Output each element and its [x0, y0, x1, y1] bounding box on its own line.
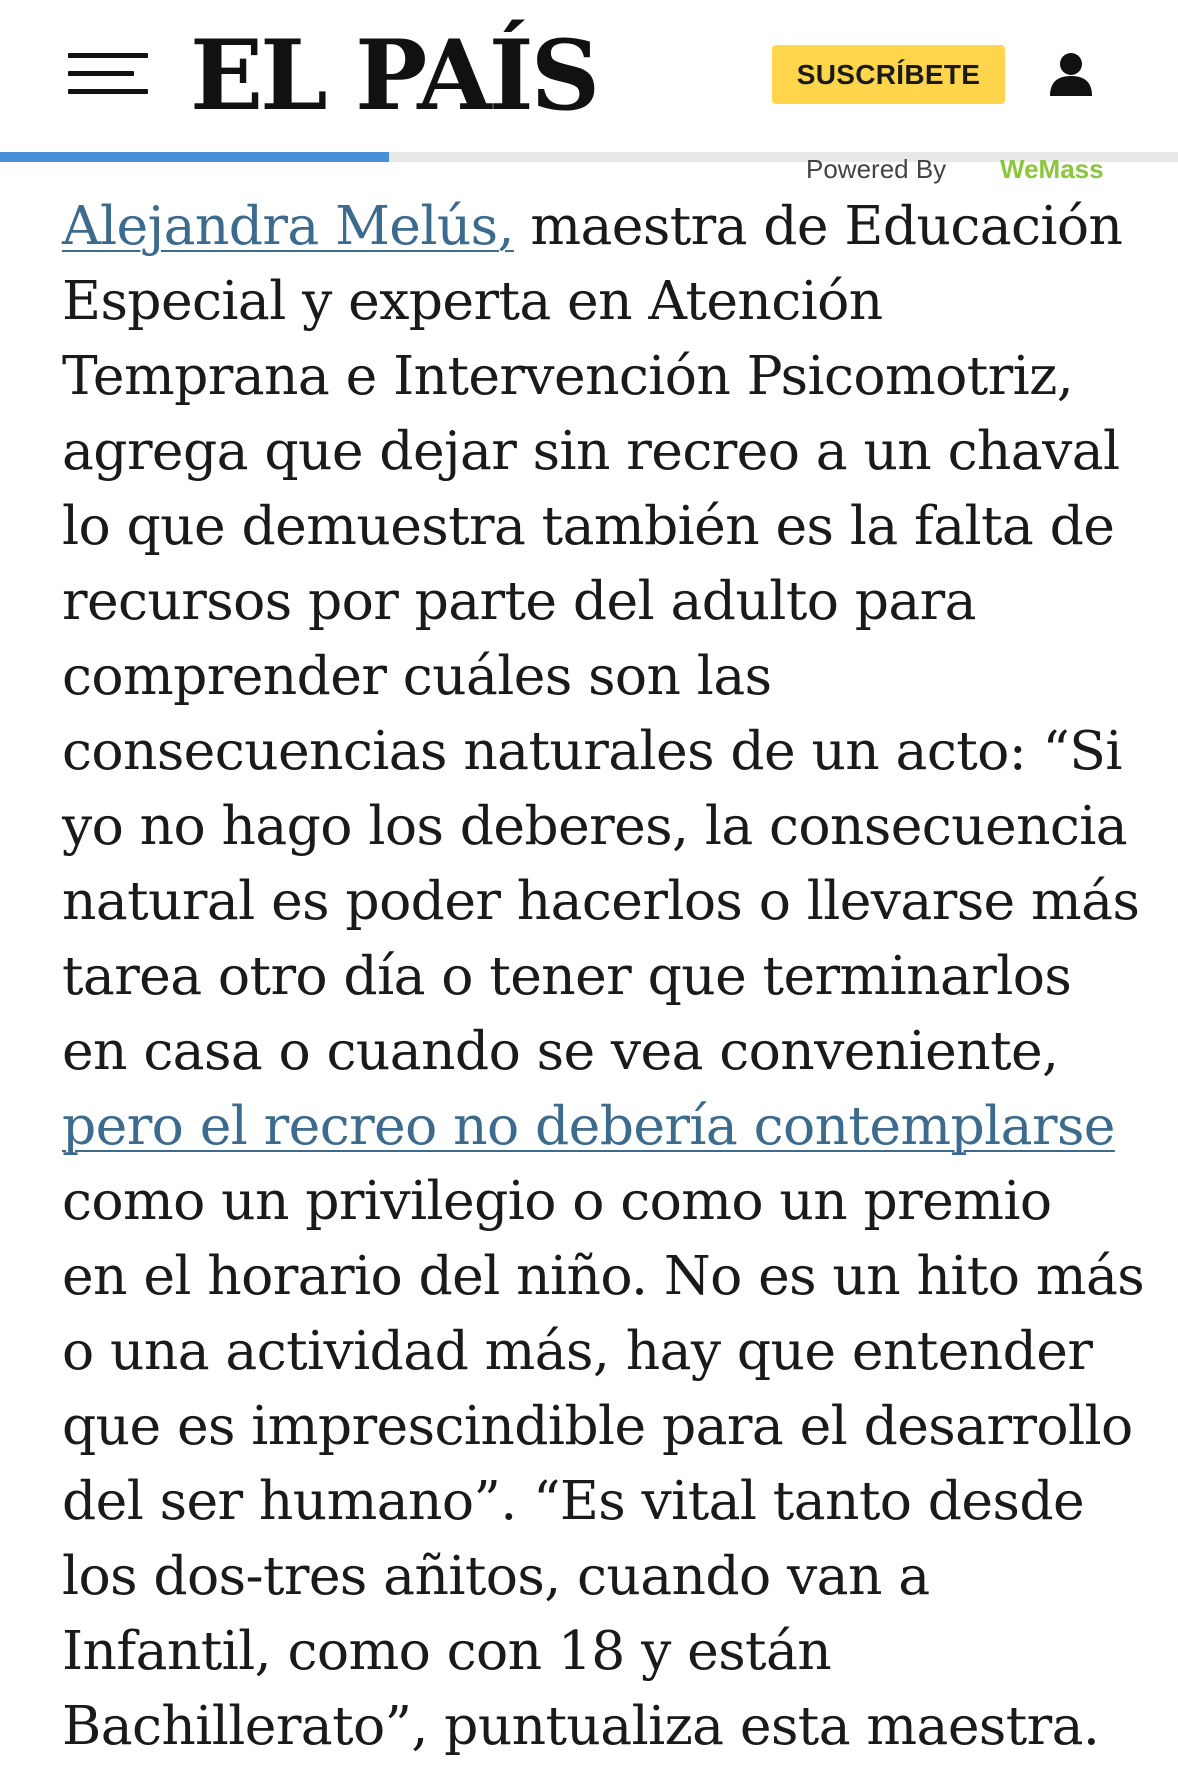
article-text: Infantil, como con 18 y están — [62, 1619, 832, 1682]
article-line — [62, 1688, 1162, 1763]
user-account-icon[interactable] — [1047, 50, 1095, 98]
article-text: tarea otro día o tener que terminarlos — [62, 944, 1072, 1007]
powered-by-label: Powered By — [806, 154, 947, 184]
article-link[interactable]: pero el recreo no debería contemplarse — [62, 1094, 1115, 1157]
article-text: recursos por parte del adulto para — [62, 569, 976, 632]
article-line — [62, 263, 1162, 338]
article-line — [62, 863, 1162, 938]
article-text: como un privilegio o como un premio — [62, 1169, 1052, 1232]
article-text: natural es poder hacerlos o llevarse más — [62, 869, 1140, 932]
article-link[interactable]: Alejandra Melús, — [62, 194, 514, 257]
article-line — [62, 188, 1162, 263]
article-text: agrega que dejar sin recreo a un chaval — [62, 419, 1120, 482]
article-text: en casa o cuando se vea conveniente, — [62, 1019, 1059, 1082]
article-line — [62, 1013, 1162, 1088]
article-line — [62, 563, 1162, 638]
reading-progress-fill — [0, 152, 389, 162]
article-line — [62, 1388, 1162, 1463]
article-text: Bachillerato”, puntualiza esta maestra. — [62, 1694, 1100, 1757]
article-text: que es imprescindible para el desarrollo — [62, 1394, 1133, 1457]
subscribe-button[interactable]: SUSCRÍBETE — [772, 45, 1005, 104]
article-text: del ser humano”. “Es vital tanto desde — [62, 1469, 1085, 1532]
article-line — [62, 1238, 1162, 1313]
article-text: maestra de Educación — [513, 194, 1123, 257]
article-line — [62, 1613, 1162, 1688]
article-line — [62, 1088, 1162, 1163]
hamburger-menu-icon[interactable] — [68, 53, 148, 95]
article-text: comprender cuáles son las — [62, 644, 772, 707]
article-line — [62, 413, 1162, 488]
wemass-brand-label[interactable]: WeMass — [1000, 154, 1104, 184]
article-line — [62, 1538, 1162, 1613]
article-line — [62, 1463, 1162, 1538]
article-text: Especial y experta en Atención — [62, 269, 883, 332]
article-line — [62, 938, 1162, 1013]
site-logo[interactable]: EL PAÍS — [190, 19, 598, 132]
article-line — [62, 488, 1162, 563]
article-line — [62, 713, 1162, 788]
article-line — [62, 788, 1162, 863]
article-text: en el horario del niño. No es un hito más — [62, 1244, 1145, 1307]
menu-line — [68, 89, 148, 94]
menu-line — [68, 71, 134, 76]
article-text: los dos-tres añitos, cuando van a — [62, 1544, 930, 1607]
menu-line — [68, 53, 148, 58]
article-text: Temprana e Intervención Psicomotriz, — [62, 344, 1074, 407]
article-text: o una actividad más, hay que entender — [62, 1319, 1093, 1382]
article-text: lo que demuestra también es la falta de — [62, 494, 1115, 557]
article-line — [62, 1313, 1162, 1388]
article-body — [62, 188, 1162, 1763]
article-line — [62, 638, 1162, 713]
article-text: yo no hago los deberes, la consecuencia — [62, 794, 1128, 857]
article-text: consecuencias naturales de un acto: “Si — [62, 719, 1122, 782]
article-line — [62, 338, 1162, 413]
article-line — [62, 1163, 1162, 1238]
site-header — [0, 0, 1178, 152]
